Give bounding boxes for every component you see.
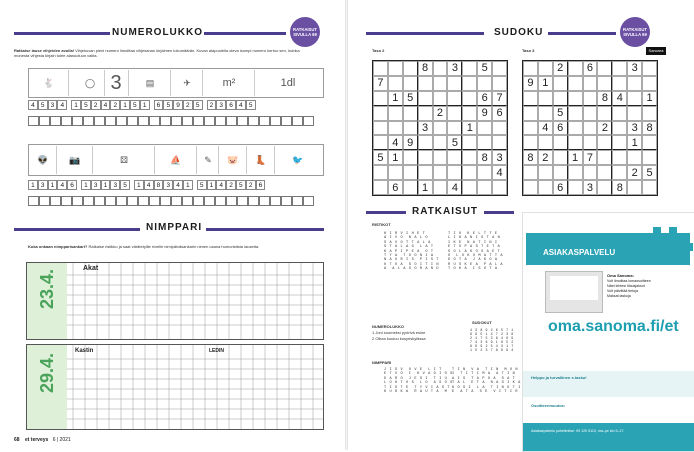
nimppari-title: NIMPPARI bbox=[146, 222, 203, 233]
digit: 4 bbox=[28, 100, 38, 110]
sudoku-cell[interactable] bbox=[568, 180, 583, 195]
sudoku-cell[interactable]: 4 bbox=[492, 165, 507, 180]
sudoku-cell[interactable] bbox=[568, 135, 583, 150]
nimppari-bar-right bbox=[206, 228, 324, 231]
sudoku-cell[interactable] bbox=[462, 61, 477, 76]
sudoku-cell[interactable] bbox=[627, 76, 642, 91]
sudoku-cell[interactable] bbox=[642, 61, 657, 76]
sudoku-cell[interactable] bbox=[433, 61, 448, 76]
sudoku-cell[interactable]: 5 bbox=[403, 91, 418, 106]
sudoku-cell[interactable] bbox=[553, 150, 568, 165]
digit: 4 bbox=[216, 180, 226, 190]
digit: 1 bbox=[134, 180, 144, 190]
sudoku-title: SUDOKU bbox=[494, 27, 544, 38]
ad-pattern-squares bbox=[653, 227, 693, 267]
sudoku-cell[interactable] bbox=[568, 106, 583, 121]
ad-item: Voit ilmoittaa lomaosoitteen bbox=[607, 279, 651, 283]
digit: 6 bbox=[256, 180, 266, 190]
sudoku-cell[interactable]: 3 bbox=[418, 121, 433, 136]
sudoku-cell[interactable] bbox=[553, 135, 568, 150]
digit: 6 bbox=[67, 180, 77, 190]
sudoku-cell[interactable] bbox=[492, 121, 507, 136]
sudoku-cell[interactable]: 1 bbox=[388, 150, 403, 165]
sudoku-cell[interactable] bbox=[568, 91, 583, 106]
digit: 5 bbox=[130, 100, 140, 110]
sudoku-cell[interactable]: 5 bbox=[373, 150, 388, 165]
alien-icon: 👽 bbox=[30, 146, 57, 174]
sudoku-cell[interactable]: 8 bbox=[418, 61, 433, 76]
numerolukko-answer-1: 1 Joni suomeksi pyörivä esine bbox=[372, 330, 426, 335]
ad-url[interactable]: oma.sanoma.fi/et bbox=[548, 318, 679, 335]
crossword-grid-2[interactable] bbox=[26, 344, 324, 430]
sudoku-cell[interactable] bbox=[462, 106, 477, 121]
sudoku-cell[interactable] bbox=[612, 106, 627, 121]
sudoku-cell[interactable]: 8 bbox=[597, 91, 612, 106]
sudoku-cell[interactable]: 5 bbox=[477, 61, 492, 76]
digit: 1 bbox=[101, 180, 111, 190]
sudoku-cell[interactable] bbox=[523, 180, 538, 195]
sudoku-cell[interactable]: 6 bbox=[583, 61, 598, 76]
sudoku-cell[interactable] bbox=[373, 165, 388, 180]
nimppari-solution-2: T I N V A T I N M O N I T I T I M A A T I N A I S T A P O A S A T T A L E T A N A S I K A K O S I L A T I N O T I E A T A S E V I T I R bbox=[452, 368, 521, 395]
sudoku-cell[interactable] bbox=[612, 150, 627, 165]
sudoku-cell[interactable] bbox=[433, 180, 448, 195]
ad-help-heading: Helppo ja turvallinen e-lasku! bbox=[531, 375, 587, 380]
sudoku-bar-left bbox=[366, 32, 484, 35]
answer-row-1[interactable] bbox=[28, 116, 314, 126]
sudoku-cell[interactable] bbox=[433, 135, 448, 150]
sudoku-cell[interactable] bbox=[403, 61, 418, 76]
solutions-badge: RATKAISUT SIVULLA 69 bbox=[290, 17, 320, 47]
sudoku-cell[interactable] bbox=[627, 180, 642, 195]
sudoku-cell[interactable] bbox=[583, 165, 598, 180]
sudoku-cell[interactable] bbox=[403, 150, 418, 165]
sudoku-cell[interactable]: 4 bbox=[388, 135, 403, 150]
digit: 4 bbox=[57, 180, 67, 190]
numerolukko-title: NUMEROLUKKO bbox=[112, 27, 203, 38]
sudoku-cell[interactable] bbox=[597, 165, 612, 180]
sudoku-cell[interactable] bbox=[523, 61, 538, 76]
sudoku-cell[interactable]: 5 bbox=[447, 135, 462, 150]
sudoku-cell[interactable]: 3 bbox=[627, 121, 642, 136]
sudoku-cell[interactable] bbox=[492, 61, 507, 76]
sudoku-cell[interactable] bbox=[373, 135, 388, 150]
ad-item: Maksat laskuja bbox=[607, 294, 631, 298]
m2-icon: m² bbox=[204, 70, 255, 96]
sudoku-cell[interactable] bbox=[418, 135, 433, 150]
stove-icon: ▤ bbox=[130, 70, 171, 96]
digit: 2 bbox=[183, 100, 193, 110]
sudoku-grid-level-3[interactable] bbox=[522, 60, 658, 196]
ring-icon: ◯ bbox=[76, 70, 105, 96]
nimppari-bar-left bbox=[14, 228, 140, 231]
sudoku-cell[interactable] bbox=[403, 121, 418, 136]
knife-icon: ✎ bbox=[198, 146, 219, 174]
canoe-icon: ⛵ bbox=[156, 146, 197, 174]
sudoku-cell[interactable]: 3 bbox=[627, 61, 642, 76]
sudoku-cell[interactable] bbox=[418, 165, 433, 180]
digit: 5 bbox=[38, 100, 48, 110]
ad-help-box bbox=[523, 371, 694, 397]
sudoku-cell[interactable] bbox=[462, 91, 477, 106]
page-footer bbox=[14, 437, 71, 443]
digit: 1 bbox=[28, 180, 38, 190]
sudoku-cell[interactable]: 3 bbox=[492, 150, 507, 165]
sudoku-cell[interactable]: 4 bbox=[538, 121, 553, 136]
title-bar-right bbox=[204, 32, 286, 35]
sudoku-cell[interactable] bbox=[477, 165, 492, 180]
ad-contact-heading: Osoitteenmuutos: bbox=[531, 403, 566, 408]
ad-item: Näet lehtesi tilausjaksot bbox=[607, 284, 645, 288]
crossword-grid-1[interactable] bbox=[26, 262, 324, 340]
heading-kastin: Kastin bbox=[75, 348, 94, 354]
digit: 9 bbox=[173, 100, 183, 110]
crossword-grid-2-lines bbox=[27, 345, 323, 429]
sudoku-cell[interactable] bbox=[477, 121, 492, 136]
sudoku-cell[interactable] bbox=[447, 106, 462, 121]
sudoku-cell[interactable]: 6 bbox=[492, 106, 507, 121]
label-ledin: LEDIN bbox=[209, 348, 224, 354]
digit: 6 bbox=[226, 100, 236, 110]
ad-laptop-screen bbox=[550, 276, 598, 300]
sudoku-cell[interactable]: 9 bbox=[477, 106, 492, 121]
sudoku-cell[interactable] bbox=[553, 91, 568, 106]
sudoku-cell[interactable] bbox=[388, 61, 403, 76]
sudoku-cell[interactable] bbox=[462, 165, 477, 180]
sudoku-cell[interactable]: 6 bbox=[553, 180, 568, 195]
digit: 5 bbox=[197, 180, 207, 190]
sudoku-cell[interactable] bbox=[568, 121, 583, 136]
answer-row-2[interactable] bbox=[28, 196, 314, 206]
sudoku-cell[interactable] bbox=[388, 121, 403, 136]
issue-number: 6 | 2021 bbox=[52, 437, 71, 443]
digit: 4 bbox=[101, 100, 111, 110]
sudoku-cell[interactable] bbox=[477, 76, 492, 91]
digit: 1 bbox=[120, 100, 130, 110]
sudoku-cell[interactable] bbox=[433, 150, 448, 165]
digit: 5 bbox=[193, 100, 203, 110]
sudoku-cell[interactable] bbox=[433, 165, 448, 180]
task2-label: Taso 2 bbox=[372, 48, 385, 53]
sudoku-cell[interactable] bbox=[583, 106, 598, 121]
sudoku-cell[interactable] bbox=[403, 180, 418, 195]
sudoku-cell[interactable]: 2 bbox=[553, 61, 568, 76]
ad-oma-heading: Oma Sanoma: bbox=[607, 273, 634, 278]
sudoku-cell[interactable]: 7 bbox=[373, 76, 388, 91]
sudoku-cell[interactable] bbox=[388, 165, 403, 180]
nimppari-solution-label: NIMPPARI bbox=[372, 360, 392, 365]
sudoku-cell[interactable] bbox=[568, 61, 583, 76]
sudoku-solutions-badge: RATKAISUT SIVULLA 69 bbox=[620, 17, 650, 47]
digit: 5 bbox=[246, 100, 256, 110]
sudoku-cell[interactable]: 1 bbox=[388, 91, 403, 106]
crossword-solution-2: T I O K E L T T E L I K A N I S T A N I K E N A T I N I E T U P A S T E T A S O L A K O S A E T O L U K U M A T T A D O T A J A K O A R U S K E A P A L A T O K A I S O T A bbox=[448, 232, 504, 272]
sudoku-cell[interactable]: 3 bbox=[583, 180, 598, 195]
sudoku-cell[interactable]: 1 bbox=[627, 135, 642, 150]
sudoku-cell[interactable] bbox=[642, 106, 657, 121]
sudoku-cell[interactable]: 6 bbox=[553, 121, 568, 136]
sudoku-cell[interactable] bbox=[597, 61, 612, 76]
sudoku-cell[interactable] bbox=[462, 180, 477, 195]
digit: 6 bbox=[154, 100, 164, 110]
boot-icon: 👢 bbox=[248, 146, 275, 174]
sudoku-cell[interactable] bbox=[597, 76, 612, 91]
digit: 2 bbox=[207, 100, 217, 110]
sudoku-cell[interactable]: 1 bbox=[538, 76, 553, 91]
sudoku-cell[interactable] bbox=[597, 180, 612, 195]
sudoku-cell[interactable] bbox=[538, 135, 553, 150]
sudoku-cell[interactable] bbox=[568, 76, 583, 91]
sudoku-cell[interactable] bbox=[523, 91, 538, 106]
digit: 3 bbox=[48, 100, 58, 110]
sudoku-cell[interactable] bbox=[538, 61, 553, 76]
ad-items bbox=[607, 279, 687, 299]
crossword-grid-1-lines bbox=[27, 263, 323, 339]
sudoku-cell[interactable]: 3 bbox=[447, 61, 462, 76]
sudokut-label: SUDOKUT bbox=[472, 320, 492, 325]
sudoku-cell[interactable] bbox=[538, 91, 553, 106]
numerolukko-instructions bbox=[14, 48, 314, 58]
sudoku-cell[interactable]: 2 bbox=[538, 150, 553, 165]
bird-icon: ✈ bbox=[172, 70, 203, 96]
sudoku-cell[interactable] bbox=[612, 121, 627, 136]
digit: 1 bbox=[140, 100, 150, 110]
ad-service-name: ASIAKASPALVELU bbox=[543, 248, 616, 257]
digit: 1 bbox=[207, 180, 217, 190]
sudoku-cell[interactable] bbox=[462, 150, 477, 165]
page-number: 68 bbox=[14, 437, 20, 443]
sudoku-cell[interactable] bbox=[418, 106, 433, 121]
sudoku-cell[interactable]: 2 bbox=[433, 106, 448, 121]
sudoku-cell[interactable]: 9 bbox=[523, 76, 538, 91]
sudoku-cell[interactable] bbox=[583, 91, 598, 106]
ad-item: Voit päivittää tietoja bbox=[607, 289, 638, 293]
sudoku-cell[interactable]: 7 bbox=[583, 150, 598, 165]
digit: 4 bbox=[173, 180, 183, 190]
number-row-2 bbox=[28, 180, 265, 190]
numerolukko-solution-label: NUMEROLUKKO bbox=[372, 324, 404, 329]
sudoku-cell[interactable]: 8 bbox=[612, 180, 627, 195]
sudoku-cell[interactable] bbox=[388, 106, 403, 121]
digit: 3 bbox=[163, 180, 173, 190]
sudoku-cell[interactable] bbox=[433, 91, 448, 106]
ad-laptop-image bbox=[545, 271, 603, 313]
sudoku-cell[interactable] bbox=[373, 91, 388, 106]
sudoku-cell[interactable] bbox=[627, 91, 642, 106]
sanoma-logo: Sanoma bbox=[646, 47, 666, 55]
digit: 8 bbox=[154, 180, 164, 190]
sudoku-cell[interactable] bbox=[627, 106, 642, 121]
nimppari-text: Ratkaise ristikko ja saat värätetyille riveille nimipäiväsankarin nimen osana humoristista lausetta. bbox=[88, 244, 260, 249]
digit: 2 bbox=[226, 180, 236, 190]
sudoku-cell[interactable] bbox=[373, 106, 388, 121]
date-label-1: 23.4. bbox=[37, 269, 57, 310]
rabbit-icon: 🐇 bbox=[30, 70, 69, 96]
ad-phone: Asiakaspalvelu puhelimitse: 09 120 5110, ma–pe klo 9–17. bbox=[531, 429, 625, 433]
digit: 1 bbox=[71, 100, 81, 110]
sudoku-cell[interactable]: 1 bbox=[418, 180, 433, 195]
sudoku-cell[interactable]: 7 bbox=[492, 91, 507, 106]
left-page bbox=[0, 0, 346, 450]
digit: 1 bbox=[48, 180, 58, 190]
sudoku-cell[interactable] bbox=[597, 150, 612, 165]
sudoku-cell[interactable] bbox=[477, 180, 492, 195]
digit: 3 bbox=[216, 100, 226, 110]
digit: 1 bbox=[183, 180, 193, 190]
sudoku-cell[interactable] bbox=[642, 150, 657, 165]
sudoku-cell[interactable] bbox=[447, 121, 462, 136]
heading-akat: Akat bbox=[83, 265, 99, 272]
ratkaisut-bar-right bbox=[484, 211, 514, 214]
sudoku-cell[interactable]: 5 bbox=[553, 106, 568, 121]
digit: 3 bbox=[110, 180, 120, 190]
sudoku-cell[interactable] bbox=[523, 121, 538, 136]
ratkaisut-title: RATKAISUT bbox=[412, 206, 479, 217]
sudoku-cell[interactable] bbox=[492, 135, 507, 150]
sudoku-cell[interactable] bbox=[447, 91, 462, 106]
digit: 2 bbox=[246, 180, 256, 190]
sudoku-cell[interactable]: 4 bbox=[612, 91, 627, 106]
sudoku-cell[interactable] bbox=[373, 180, 388, 195]
sudoku-cell[interactable]: 6 bbox=[388, 180, 403, 195]
bird2-icon: 🐦 bbox=[292, 154, 304, 165]
sudoku-cell[interactable] bbox=[373, 61, 388, 76]
sudoku-cell[interactable] bbox=[433, 76, 448, 91]
date-label-2: 29.4. bbox=[37, 353, 57, 394]
digit: 2 bbox=[110, 100, 120, 110]
sudoku-cell[interactable] bbox=[418, 76, 433, 91]
sudoku-cell[interactable]: 8 bbox=[523, 150, 538, 165]
digit: 5 bbox=[81, 100, 91, 110]
task3-label: Taso 3 bbox=[522, 48, 535, 53]
sudoku-cell[interactable] bbox=[433, 121, 448, 136]
sudoku-cell[interactable] bbox=[597, 135, 612, 150]
sudoku-cell[interactable] bbox=[418, 150, 433, 165]
sudoku-cell[interactable]: 2 bbox=[597, 121, 612, 136]
sudoku-cell[interactable]: 6 bbox=[477, 91, 492, 106]
sudoku-cell[interactable] bbox=[388, 76, 403, 91]
sudoku-cell[interactable]: 2 bbox=[627, 165, 642, 180]
sudoku-cell[interactable] bbox=[612, 165, 627, 180]
sudoku-cell[interactable] bbox=[462, 135, 477, 150]
digit: 5 bbox=[236, 180, 246, 190]
dice-icon: ⚄ bbox=[94, 146, 155, 174]
crossword-solution-1: H I R V I H E T A I V O N A L O S A V O T T A L A S T A L A G L A T K A P I P E A O T T Y A T O O N I A N A U R I S P I S T O T O A S O I T I N A A L A S O R A N D bbox=[384, 232, 440, 272]
number-3-icon: 3 bbox=[104, 70, 129, 96]
sudoku-cell[interactable] bbox=[477, 135, 492, 150]
sudoku-cell[interactable]: 4 bbox=[447, 180, 462, 195]
nimppari-instructions bbox=[28, 244, 328, 249]
sudoku-cell[interactable] bbox=[597, 106, 612, 121]
sudoku-cell[interactable] bbox=[612, 76, 627, 91]
1dl-icon: 1dl bbox=[280, 77, 296, 89]
ad-footer bbox=[523, 423, 694, 451]
sudoku-cell[interactable]: 1 bbox=[462, 121, 477, 136]
magazine-name: et terveys bbox=[24, 437, 49, 443]
sudoku-cell[interactable] bbox=[583, 76, 598, 91]
sudoku-cell[interactable] bbox=[538, 180, 553, 195]
digit: 5 bbox=[120, 180, 130, 190]
instructions-text: Vihjekuvan pieni numero ilmoittaa vihjesanan kirjaimen lukumäärän. Kuvan alapuolella oleva isompi numero kertoo sen, kuinka monesta vihjesta kirjain tulee alanuoluun valita. bbox=[14, 48, 300, 58]
camera-icon: 📷 bbox=[58, 146, 93, 174]
sudoku-cell[interactable]: 8 bbox=[477, 150, 492, 165]
ratkaisut-bar-left bbox=[366, 211, 406, 214]
sudoku-cell[interactable] bbox=[418, 91, 433, 106]
digit: 5 bbox=[163, 100, 173, 110]
sudoku-cell[interactable]: 1 bbox=[642, 91, 657, 106]
digit: 3 bbox=[91, 180, 101, 190]
sudoku-cell[interactable]: 9 bbox=[403, 135, 418, 150]
digit: 4 bbox=[236, 100, 246, 110]
sudoku-cell[interactable]: 8 bbox=[642, 121, 657, 136]
digit: 1 bbox=[81, 180, 91, 190]
sudoku-cell[interactable] bbox=[538, 106, 553, 121]
sudoku-cell[interactable] bbox=[403, 106, 418, 121]
sudoku-cell[interactable] bbox=[373, 121, 388, 136]
sudoku-cell[interactable] bbox=[612, 61, 627, 76]
sudoku-cell[interactable] bbox=[523, 106, 538, 121]
sudoku-cell[interactable]: 5 bbox=[642, 165, 657, 180]
sudoku-cell[interactable] bbox=[523, 135, 538, 150]
digit: 4 bbox=[57, 100, 67, 110]
instructions-bold: Ratkaise lause vihjeiden avulla! bbox=[14, 48, 75, 53]
sudoku-cell[interactable] bbox=[553, 76, 568, 91]
sudoku-cell[interactable] bbox=[627, 150, 642, 165]
numerolukko-answer-2: 2 Oikea kuuluu kosyriskylässa bbox=[372, 336, 426, 341]
digit: 3 bbox=[38, 180, 48, 190]
sudoku-bar-right bbox=[548, 32, 616, 35]
ristikot-label: RISTIKOT bbox=[372, 222, 391, 227]
nimppari-solution-1: J I S V O V E L I T E T V O I K V A D I O S D A R O J E S I T I U L O K T O S L O A S O S T I S T E T Y V I A S T K U K K A R A U T A M bbox=[384, 368, 453, 395]
pig-icon: 🐷 bbox=[220, 146, 247, 174]
sudoku-cell[interactable] bbox=[538, 165, 553, 180]
sudoku-cell[interactable] bbox=[447, 165, 462, 180]
sudoku-cell[interactable] bbox=[403, 76, 418, 91]
sudoku-cell[interactable] bbox=[642, 180, 657, 195]
sudoku-cell[interactable] bbox=[612, 135, 627, 150]
sudoku-cell[interactable] bbox=[523, 165, 538, 180]
ad-pattern bbox=[653, 227, 693, 267]
sudoku-cell[interactable] bbox=[447, 150, 462, 165]
sudoku-cell[interactable] bbox=[492, 76, 507, 91]
sudoku-cell[interactable] bbox=[583, 121, 598, 136]
sudoku-cell[interactable] bbox=[642, 76, 657, 91]
title-bar-left bbox=[14, 32, 110, 35]
sudoku-cell[interactable] bbox=[403, 165, 418, 180]
sudoku-cell[interactable] bbox=[462, 76, 477, 91]
sudoku-cell[interactable] bbox=[492, 180, 507, 195]
nimppari-question: Kuka onkaan nimpparisankari? bbox=[28, 244, 88, 249]
digit: 4 bbox=[144, 180, 154, 190]
digit: 2 bbox=[91, 100, 101, 110]
sudoku-cell[interactable]: 1 bbox=[568, 150, 583, 165]
sudoku-cell[interactable] bbox=[642, 135, 657, 150]
sudoku-cell[interactable] bbox=[583, 135, 598, 150]
sudoku-cell[interactable] bbox=[553, 165, 568, 180]
number-row-1 bbox=[28, 100, 256, 110]
sudoku-cell[interactable] bbox=[447, 76, 462, 91]
sudoku-cell[interactable] bbox=[568, 165, 583, 180]
sudoku-solution: 4 3 8 9 2 6 5 7 1 6 9 5 1 4 7 2 3 8 2 1 7 5 3 8 4 6 9 7 4 3 6 9 1 8 5 2 8 6 9 2 5 4 3 1 7 1 5 2 3 7 8 6 9 4 bbox=[470, 328, 514, 352]
sudoku-grid-level-2[interactable] bbox=[372, 60, 508, 196]
